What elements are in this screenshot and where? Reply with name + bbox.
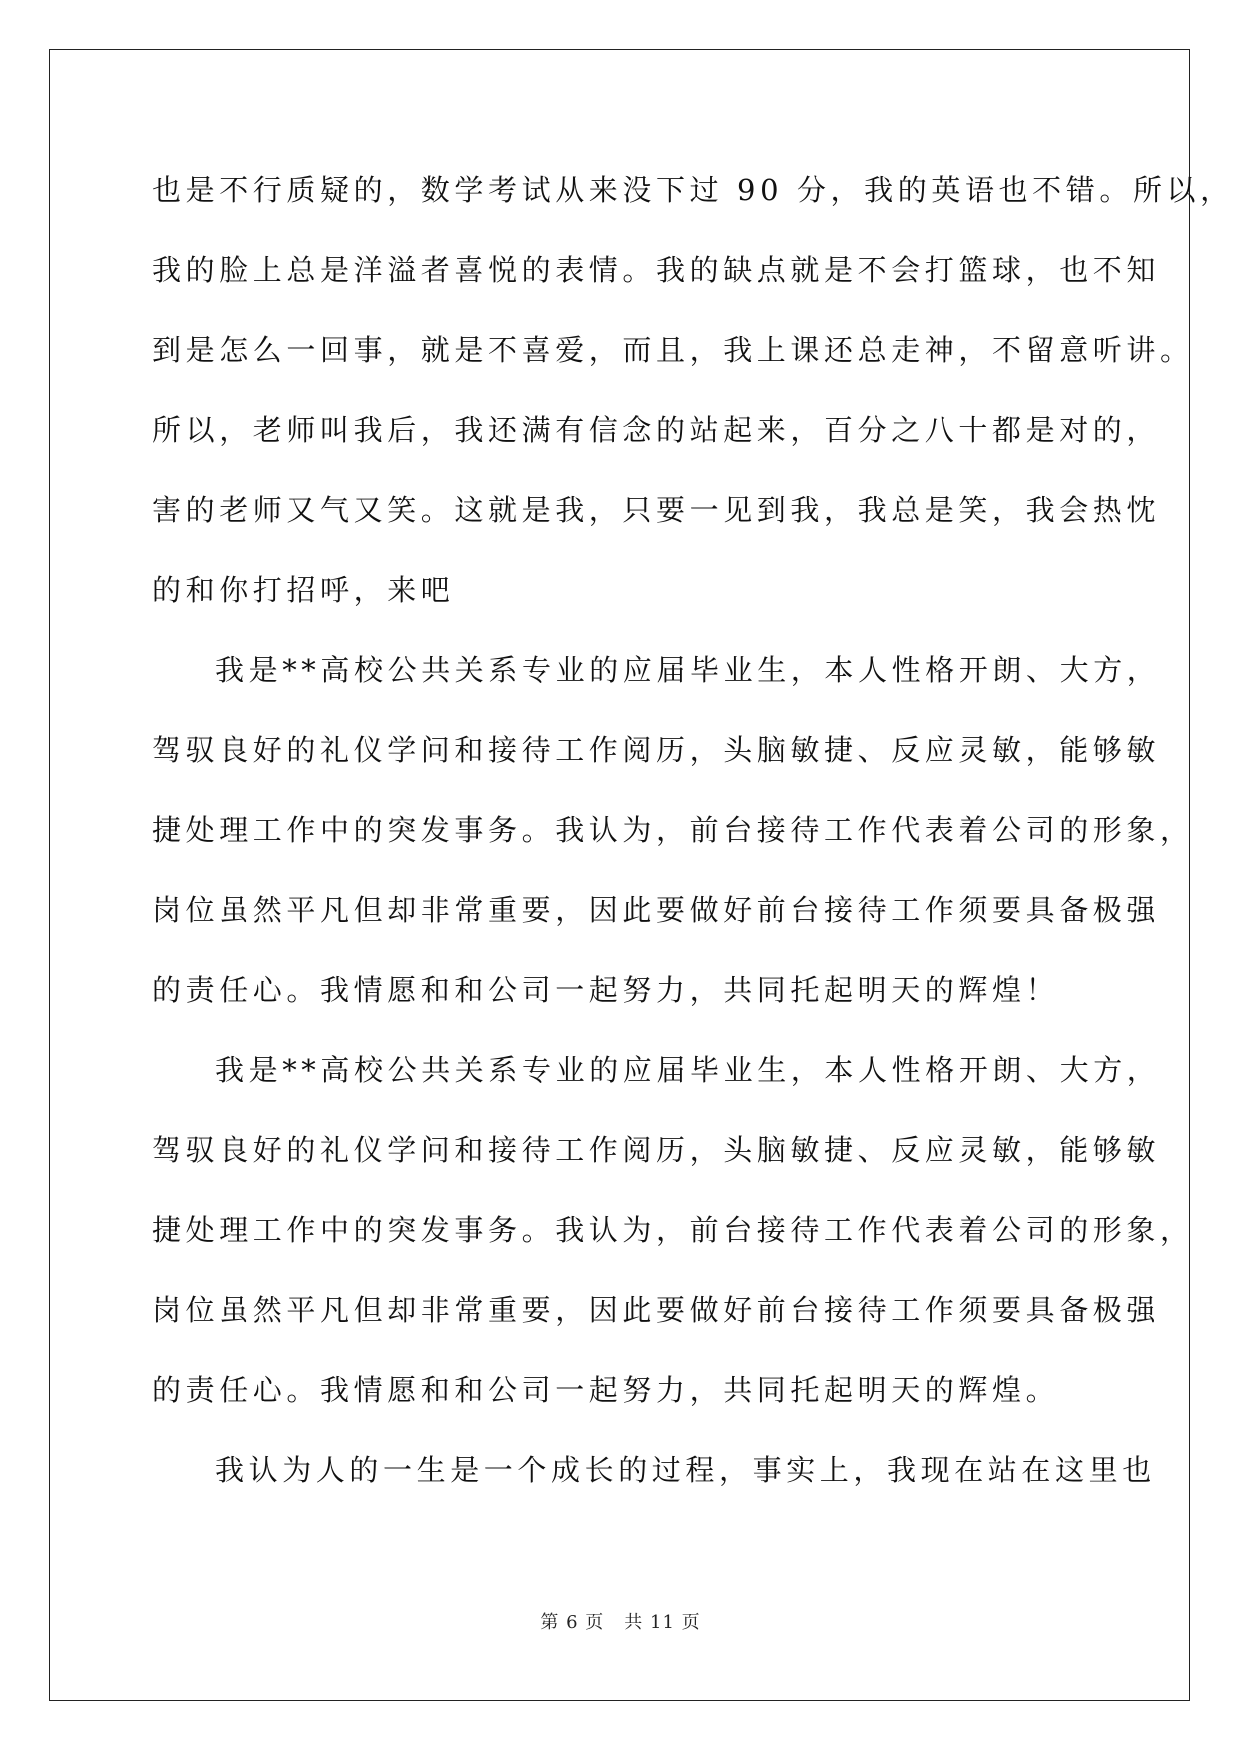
document-body: [152, 160, 1234, 1520]
page-total: 共 11 页: [624, 1612, 701, 1633]
text-line: 我认为人的一生是一个成长的过程，事实上，我现在站在这里也: [215, 1453, 1156, 1487]
text-line: 害的老师又气又笑。这就是我，只要一见到我，我总是笑，我会热忱: [152, 493, 1161, 527]
text-line: 的责任心。我情愿和和公司一起努力，共同托起明天的辉煌！: [152, 973, 1060, 1007]
text-line: 也是不行质疑的，数学考试从来没下过 90 分，我的英语也不错。所以，: [152, 173, 1234, 207]
text-line: 我是**高校公共关系专业的应届毕业生，本人性格开朗、大方，: [215, 1053, 1161, 1087]
text-line: 的责任心。我情愿和和公司一起努力，共同托起明天的辉煌。: [152, 1373, 1060, 1407]
text-line: 岗位虽然平凡但却非常重要，因此要做好前台接待工作须要具备极强: [152, 893, 1161, 927]
text-line: 所以，老师叫我后，我还满有信念的站起来，百分之八十都是对的，: [152, 413, 1161, 447]
text-line: 捷处理工作中的突发事务。我认为，前台接待工作代表着公司的形象，: [152, 813, 1194, 847]
text-line: 的和你打招呼，来吧: [152, 573, 455, 607]
text-line: 岗位虽然平凡但却非常重要，因此要做好前台接待工作须要具备极强: [152, 1293, 1161, 1327]
text-line: 驾驭良好的礼仪学问和接待工作阅历，头脑敏捷、反应灵敏，能够敏: [152, 733, 1161, 767]
page-number: 第 6 页: [540, 1612, 605, 1633]
text-line: 我的脸上总是洋溢者喜悦的表情。我的缺点就是不会打篮球，也不知: [152, 253, 1161, 287]
text-line: 驾驭良好的礼仪学问和接待工作阅历，头脑敏捷、反应灵敏，能够敏: [152, 1133, 1161, 1167]
text-line: 到是怎么一回事，就是不喜爱，而且，我上课还总走神，不留意听讲。: [152, 333, 1194, 367]
text-line: 捷处理工作中的突发事务。我认为，前台接待工作代表着公司的形象，: [152, 1213, 1194, 1247]
page-footer: [0, 1608, 1241, 1634]
text-line: 我是**高校公共关系专业的应届毕业生，本人性格开朗、大方，: [215, 653, 1161, 687]
